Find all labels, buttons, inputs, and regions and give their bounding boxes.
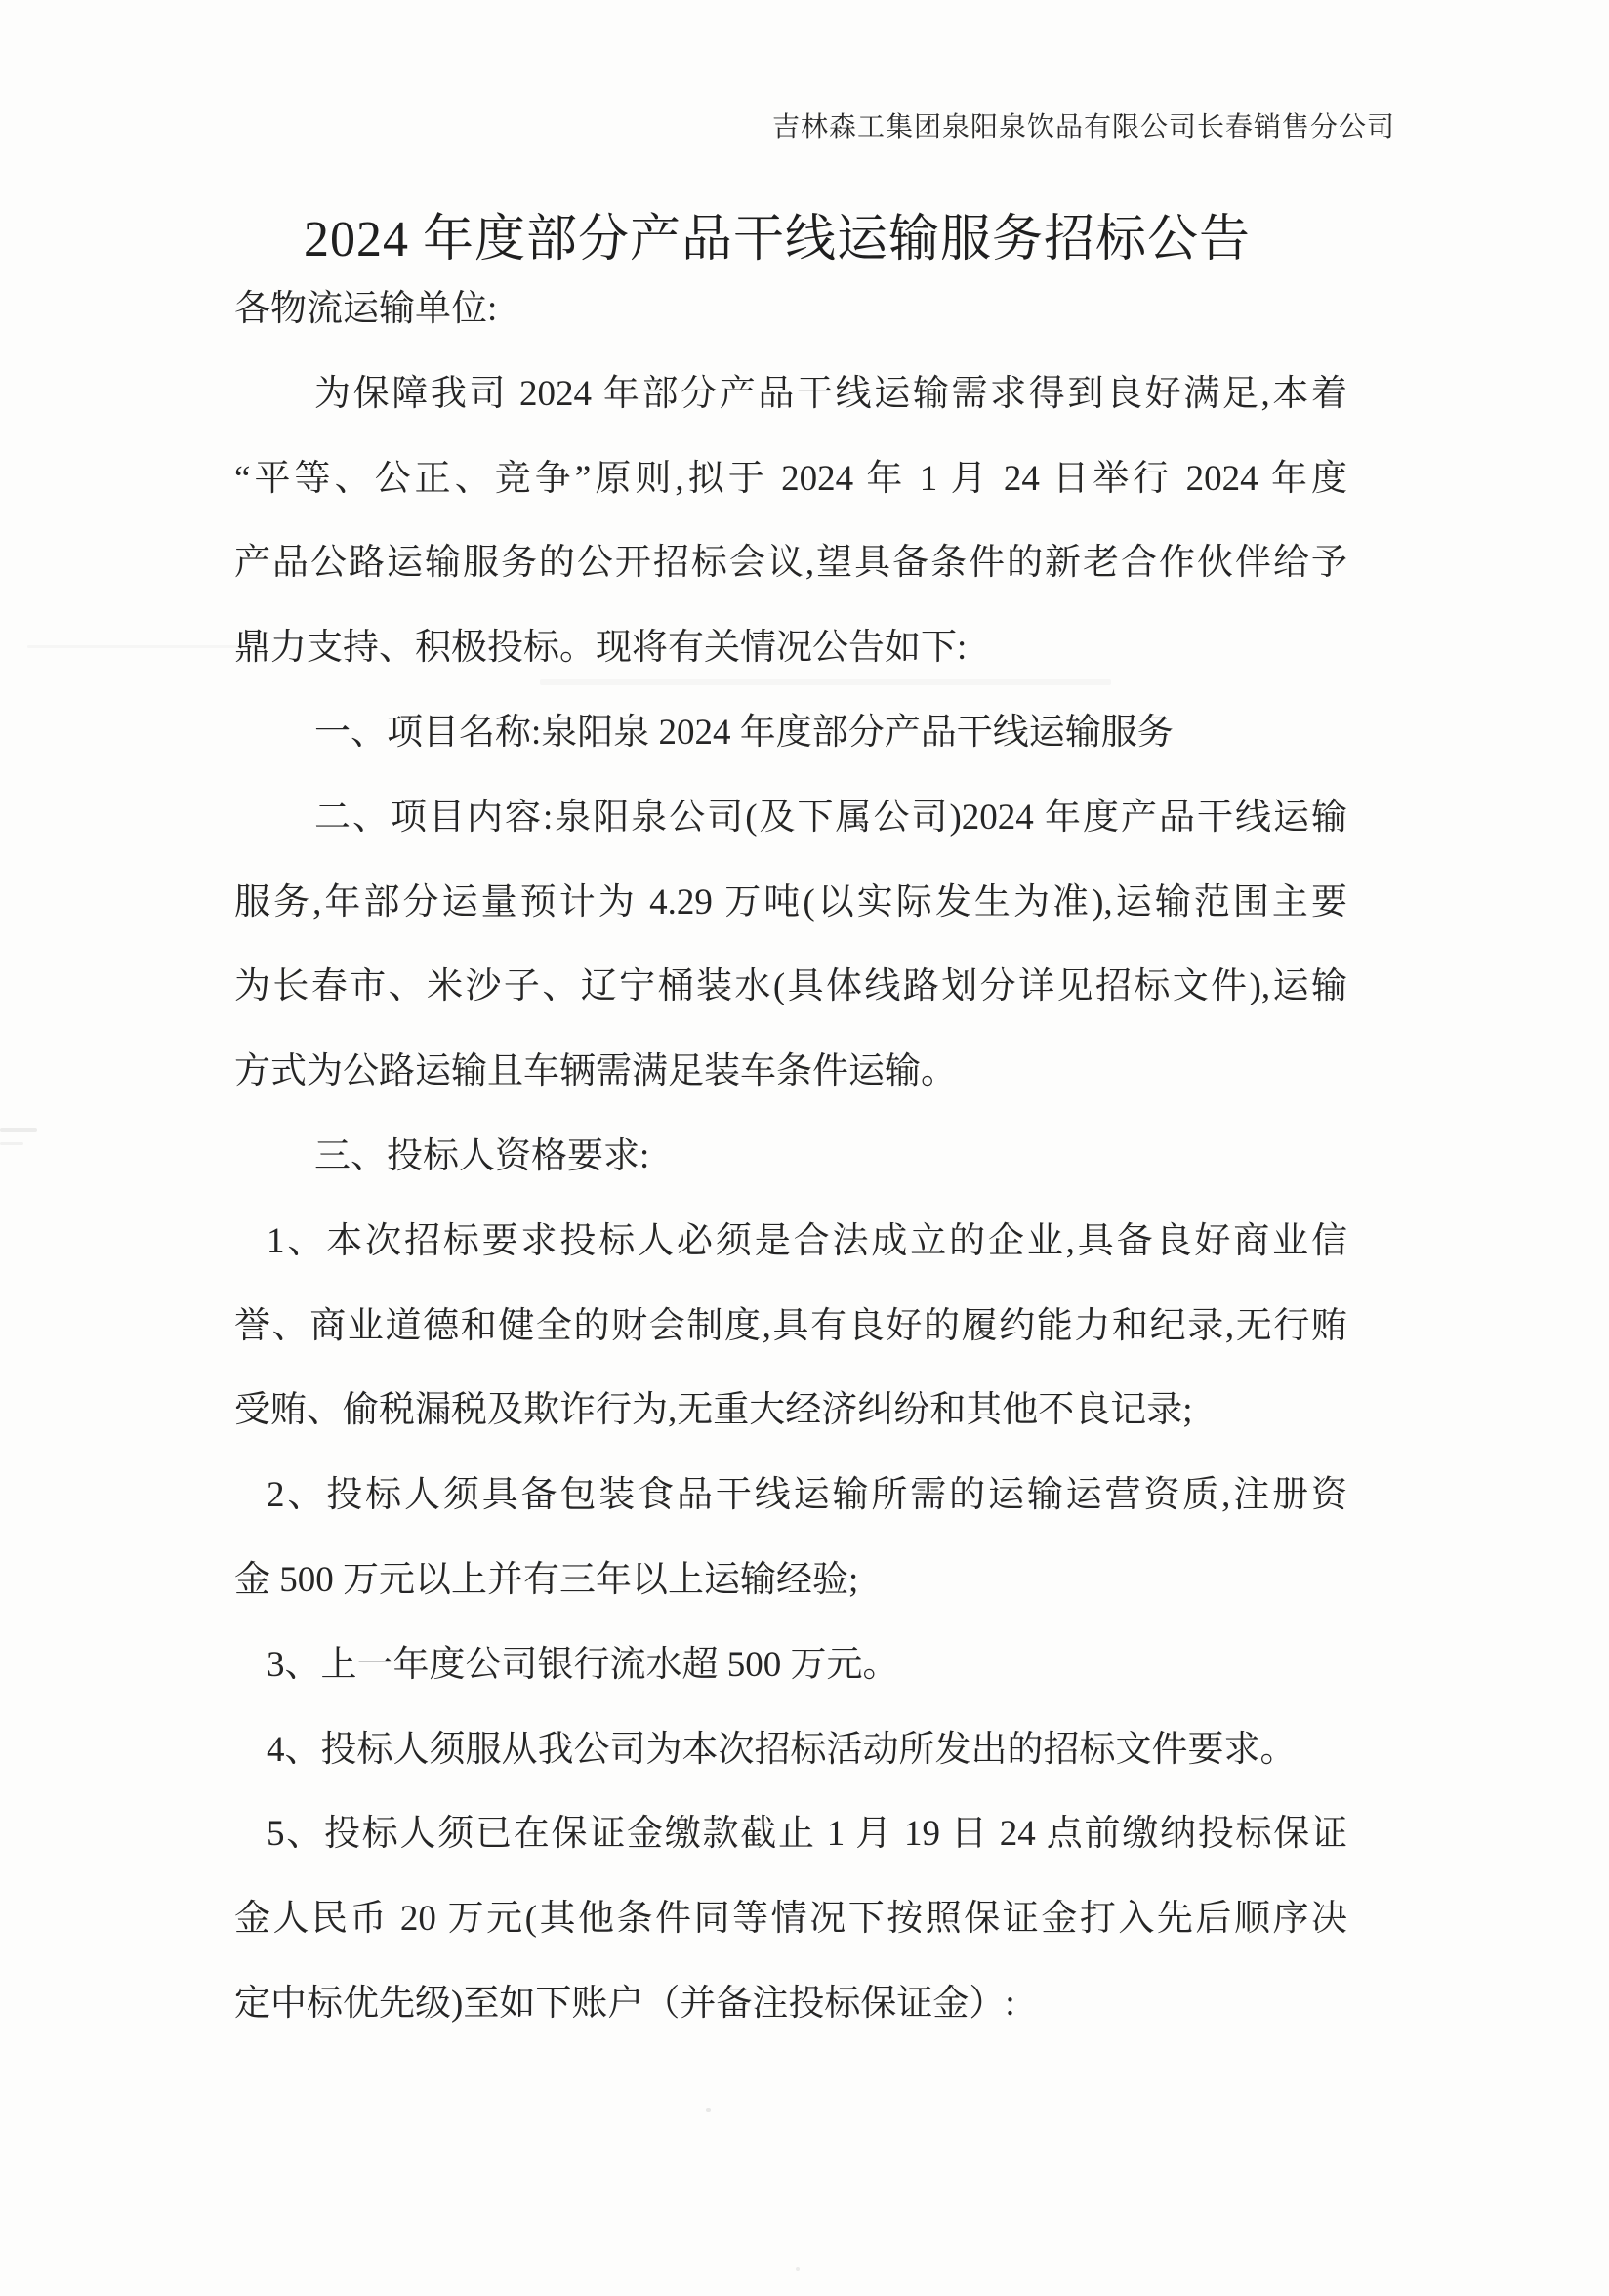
text-line: 5、投标人须已在保证金缴款截止 1 月 19 日 24 点前缴纳投标保证	[267, 1814, 1347, 1855]
document-body	[234, 0, 1347, 2296]
text-line: 1、本次招标要求投标人必须是合法成立的企业,具备良好商业信	[267, 1220, 1347, 1261]
scan-artifact	[0, 1128, 37, 1132]
text-line: 方式为公路运输且车辆需满足装车条件运输。	[234, 1051, 957, 1092]
text-line: 产品公路运输服务的公开招标会议,望具备条件的新老合作伙伴给予	[234, 543, 1347, 584]
text-line: 三、投标人资格要求:	[314, 1136, 650, 1176]
text-line: 鼎力支持、积极投标。现将有关情况公告如下:	[234, 628, 968, 669]
text-line: 金人民币 20 万元(其他条件同等情况下按照保证金打入先后顺序决	[234, 1899, 1347, 1940]
text-line: “平等、公正、竞争”原则,拟于 2024 年 1 月 24 日举行 2024 年度	[234, 458, 1347, 499]
text-line: 一、项目名称:泉阳泉 2024 年度部分产品干线运输服务	[314, 713, 1174, 753]
scan-artifact	[0, 1142, 23, 1145]
text-line: 3、上一年度公司银行流水超 500 万元。	[267, 1644, 899, 1685]
text-line: 服务,年部分运量预计为 4.29 万吨(以实际发生为准),运输范围主要	[234, 882, 1347, 922]
text-line: 4、投标人须服从我公司为本次招标活动所发出的招标文件要求。	[267, 1729, 1297, 1770]
text-line: 二、项目内容:泉阳泉公司(及下属公司)2024 年度产品干线运输	[314, 797, 1347, 838]
text-line: 定中标优先级)至如下账户（并备注投标保证金）:	[234, 1984, 1015, 2024]
text-line: 各物流运输单位:	[234, 289, 498, 329]
text-line: 金 500 万元以上并有三年以上运输经验;	[234, 1560, 859, 1600]
scan-artifact	[27, 645, 262, 648]
text-line: 誉、商业道德和健全的财会制度,具有良好的履约能力和纪录,无行贿	[234, 1305, 1347, 1346]
text-line: 为长春市、米沙子、辽宁桶装水(具体线路划分详见招标文件),运输	[234, 966, 1347, 1007]
page-title: 2024 年度部分产品干线运输服务招标公告	[303, 212, 1251, 267]
text-line: 为保障我司 2024 年部分产品干线运输需求得到良好满足,本着	[314, 373, 1347, 414]
text-line: 2、投标人须具备包装食品干线运输所需的运输运营资质,注册资	[267, 1475, 1347, 1516]
text-line: 受贿、偷税漏税及欺诈行为,无重大经济纠纷和其他不良记录;	[234, 1390, 1193, 1431]
company-header: 吉林森工集团泉阳泉饮品有限公司长春销售分公司	[771, 112, 1395, 143]
